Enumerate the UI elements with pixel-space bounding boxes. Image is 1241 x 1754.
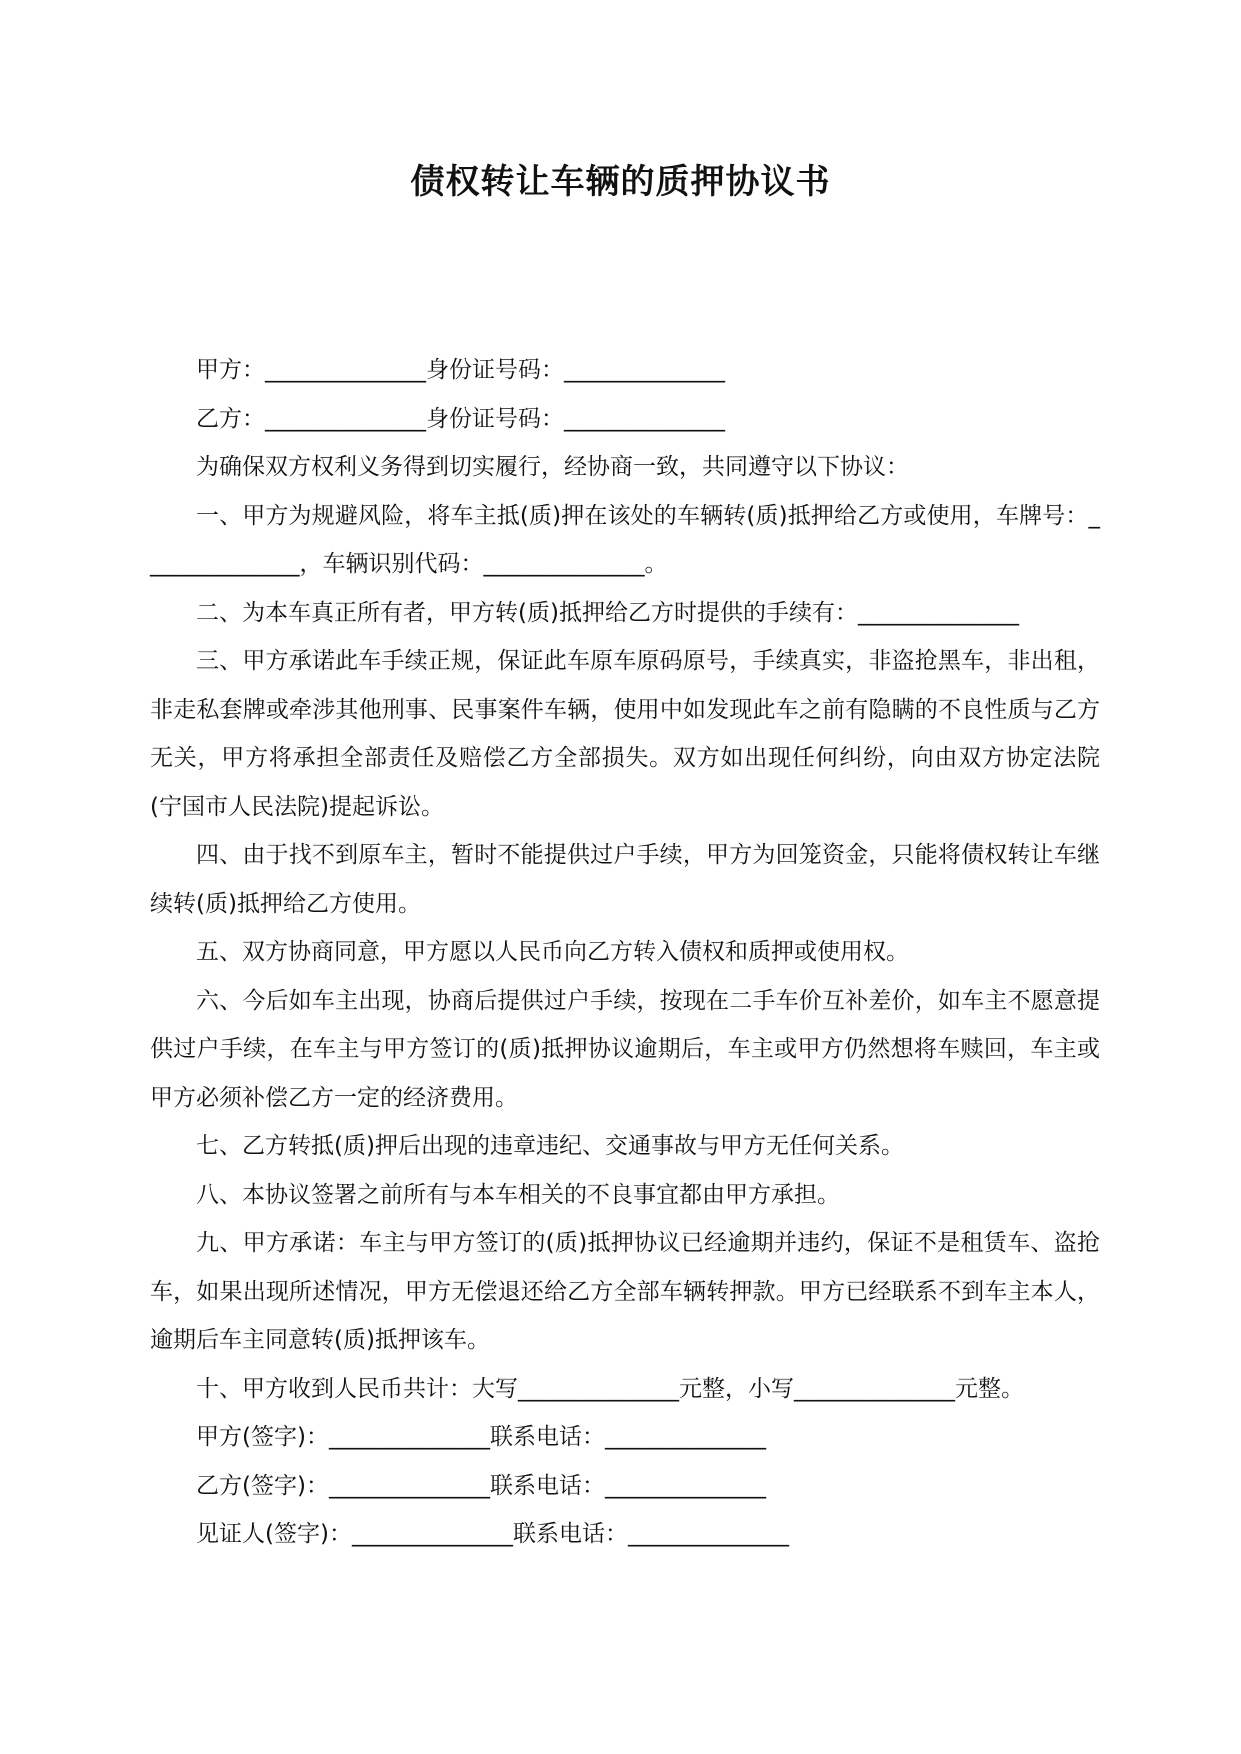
clause-7: 七、乙方转抵(质)押后出现的违章违纪、交通事故与甲方无任何关系。: [196, 1133, 904, 1159]
clause-10: 十、甲方收到人民币共计：大写______________元整，小写______________元整。: [196, 1375, 1024, 1402]
clause-3: 三、甲方承诺此车手续正规，保证此车原车原码原号，手续真实，非盗抢黑车，非出租，非走私套牌或牵涉其他刑事、民事案件车辆，使用中如发现此车之前有隐瞒的不良性质与乙方无关，甲方将承担全部责任及赔偿乙方全部损失。双方如出现任何纠纷，向由双方协定法院(宁国市人民法院)提起诉讼。: [150, 648, 1100, 820]
party-a-line: 甲方：______________身份证号码：______________: [196, 357, 725, 383]
party-a-signature-line: 甲方(签字)：______________联系电话：______________: [196, 1424, 766, 1450]
clause-1: 一、甲方为规避风险，将车主抵(质)押在该处的车辆转(质)抵押给乙方或使用，车牌号：______________，车辆识别代码：______________。: [150, 502, 1100, 577]
preamble: 为确保双方权利义务得到切实履行，经协商一致，共同遵守以下协议：: [196, 454, 909, 480]
clause-5: 五、双方协商同意，甲方愿以人民币向乙方转入债权和质押或使用权。: [196, 939, 909, 965]
document-title: 债权转让车辆的质押协议书: [410, 162, 831, 202]
document-body: [150, 346, 1100, 1559]
party-b-signature-line: 乙方(签字)：______________联系电话：______________: [196, 1472, 766, 1499]
clause-4: 四、由于找不到原车主，暂时不能提供过户手续，甲方为回笼资金，只能将债权转让车继续转(质)抵押给乙方使用。: [150, 842, 1100, 917]
witness-signature-line: 见证人(签字)：______________联系电话：______________: [196, 1521, 789, 1547]
clause-2: 二、为本车真正所有者，甲方转(质)抵押给乙方时提供的手续有：______________: [196, 599, 1019, 626]
party-b-line: 乙方：______________身份证号码：______________: [196, 405, 725, 432]
clause-6: 六、今后如车主出现，协商后提供过户手续，按现在二手车价互补差价，如车主不愿意提供过户手续，在车主与甲方签订的(质)抵押协议逾期后，车主或甲方仍然想将车赎回，车主或甲方必须补偿乙方一定的经济费用。: [150, 987, 1100, 1111]
clause-9: 九、甲方承诺：车主与甲方签订的(质)抵押协议已经逾期并违约，保证不是租赁车、盗抢车，如果出现所述情况，甲方无偿退还给乙方全部车辆转押款。甲方已经联系不到车主本人，逾期后车主同意转(质)抵押该车。: [150, 1230, 1100, 1353]
clause-8: 八、本协议签署之前所有与本车相关的不良事宜都由甲方承担。: [196, 1181, 840, 1208]
